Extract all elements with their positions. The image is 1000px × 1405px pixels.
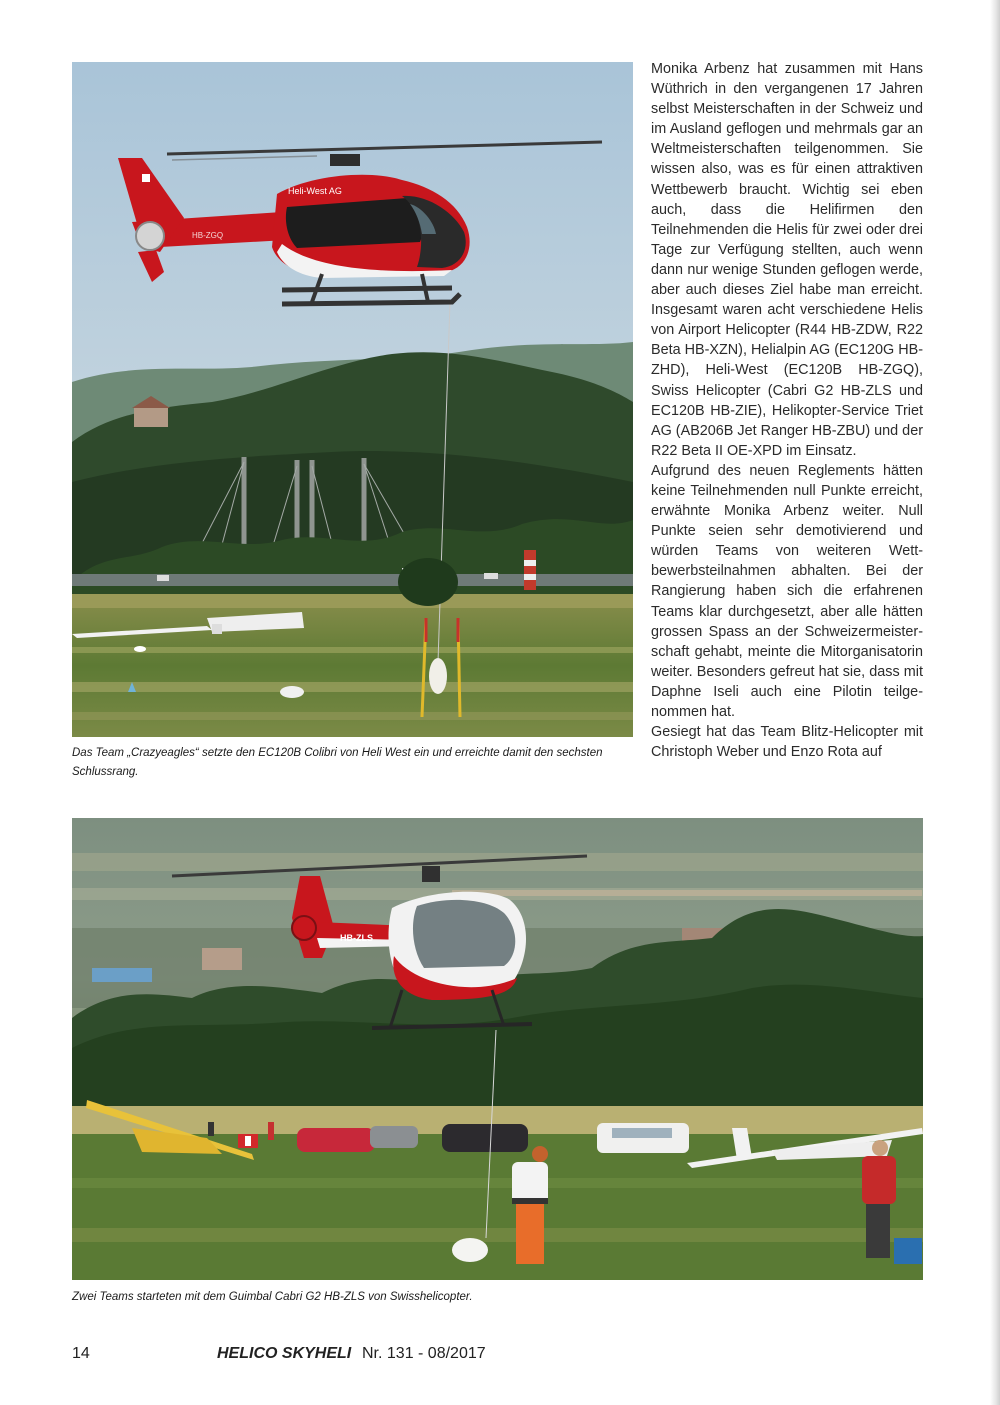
- issue-number: Nr. 131 - 08/2017: [362, 1345, 486, 1362]
- heli-registration-label: HB-ZGQ: [192, 231, 224, 240]
- page-number: 14: [72, 1345, 90, 1362]
- photo-ec120b-colibri: [72, 62, 633, 737]
- heli2-registration-label: HB-ZLS: [340, 933, 373, 943]
- photo1-caption: Das Team „Crazyeagles“ setzte den EC120B Colibri von Heli West ein und erreichte damit den sechsten Schlussrang.: [72, 747, 603, 778]
- heli-operator-label: Heli-West AG: [288, 186, 342, 196]
- article-paragraph-1: Monika Arbenz hat zusammen mit Hans Wüthrich in den vergangenen 17 Jahren selbst Meisterschaften in der Schweiz und im Ausland geflogen und mehrmals gar an Weltmeisterschaften teilgenommen. Sie wissen also, was es für einen attraktiven Wettbewerb braucht. Wichtig sei eben auch, dass die Helifirmen den Teilnehmenden die Helis für zwei oder drei Tage zur Verfügung stellten, auch wenn dann nur wenige Stunden geflogen werde, aber auch dieses Ziel habe man erreicht. Insgesamt waren acht verschiedene Helis von Airport Helicopter (R44 HB-ZDW, R22 Beta HB-XZN), Helialpin AG (EC120G HB-ZHD), Heli-West (EC120B HB-ZGQ), Swiss Helicopter (Cabri G2 HB-ZLS und EC120B HB-ZIE), Helikopter-Service Triet AG (AB206B Jet Ranger HB-ZBU) und der R22 Beta II OE-XPD im Einsatz.: [651, 61, 923, 459]
- photo-guimbal-cabri: [72, 818, 923, 1280]
- page-edge: [990, 0, 1000, 1405]
- photo2-caption: Zwei Teams starteten mit dem Guimbal Cabri G2 HB-ZLS von Swisshelicopter.: [72, 1291, 473, 1303]
- article-column: [651, 59, 923, 762]
- magazine-title: HELICO SKYHELI: [217, 1345, 352, 1362]
- article-paragraph-3: Gesiegt hat das Team Blitz-Helicopter mit Christoph Weber und Enzo Rota auf: [651, 724, 923, 761]
- article-paragraph-2: Aufgrund des neuen Reglements hätten keine Teilnehmenden null Punkte erreicht, erwähnte Monika Arbenz weiter. Null Punkte seien sehr demotivierend und würden Teams von weiteren Wettbewerbsteilnahmen abhalten. Bei der Rangierung haben sich die erfahrenen Teams klar durchgesetzt, aber alle hätten grossen Spass an der Schweizermeisterschaft gehabt, meinte die Mitorganisatorin weiter. Besonders gefreut hat sie, dass mit Daphne Iseli auch eine Pilotin teilgenommen hat.: [651, 462, 923, 720]
